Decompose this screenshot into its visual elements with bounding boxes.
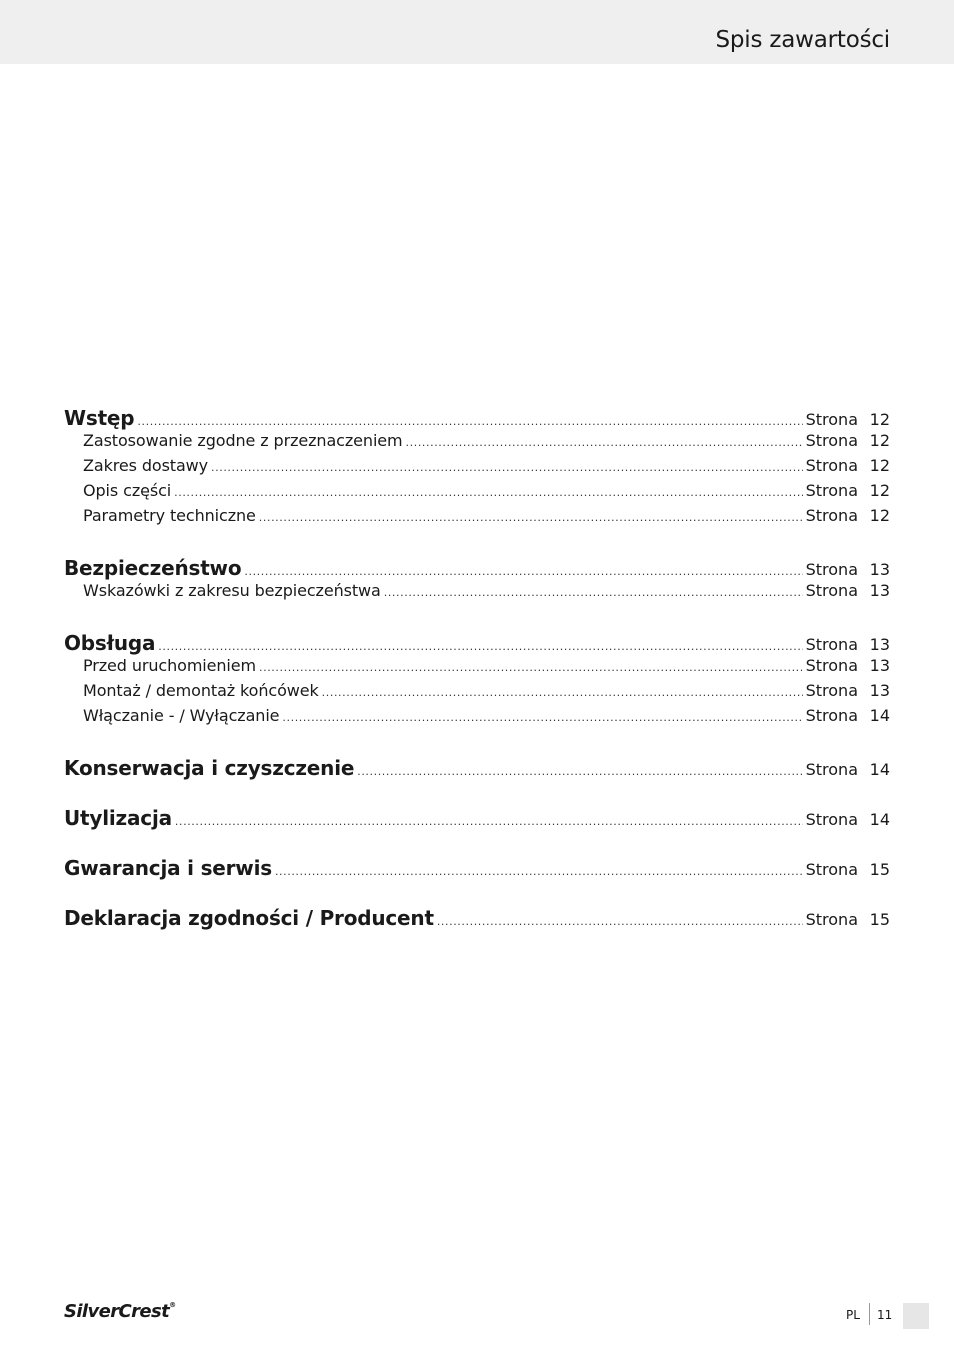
toc-page-number: 12 (869, 481, 890, 500)
toc-dot-leader (211, 461, 803, 474)
toc-page-word: Strona (805, 456, 858, 475)
toc-entry-label: Utylizacja (64, 806, 172, 830)
toc-section-row (64, 806, 890, 831)
toc-page-word: Strona (805, 431, 858, 450)
toc-page-number: 12 (869, 410, 890, 429)
toc-subsection-row (64, 706, 890, 731)
toc-page-number: 13 (869, 560, 890, 579)
toc-subsection-row (64, 656, 890, 681)
toc-entry-label: Włączanie - / Wyłączanie (83, 706, 280, 725)
toc-entry-label: Gwarancja i serwis (64, 856, 272, 880)
toc-entry-label: Obsługa (64, 631, 156, 655)
toc-page-number: 15 (869, 860, 890, 879)
toc-entry-label: Wskazówki z zakresu bezpieczeństwa (83, 581, 381, 600)
footer-divider (869, 1303, 870, 1325)
header-bar (0, 0, 954, 64)
toc-page-number: 13 (869, 635, 890, 654)
toc-page-word: Strona (805, 410, 858, 429)
toc-page-number: 15 (869, 910, 890, 929)
toc-subsection-row (64, 506, 890, 531)
toc-dot-leader (175, 815, 803, 828)
toc-dot-leader (275, 865, 803, 878)
toc-section-row (64, 756, 890, 781)
toc-page-word: Strona (805, 506, 858, 525)
toc-dot-leader (384, 586, 803, 599)
toc-page-word: Strona (805, 860, 858, 879)
table-of-contents (64, 406, 890, 931)
toc-page-word: Strona (805, 910, 858, 929)
toc-dot-leader (158, 640, 802, 653)
toc-entry-label: Wstęp (64, 406, 135, 430)
toc-page-number: 13 (869, 581, 890, 600)
toc-entry-label: Opis części (83, 481, 172, 500)
language-code: PL (846, 1308, 860, 1322)
toc-page-word: Strona (805, 481, 858, 500)
toc-section-row (64, 856, 890, 881)
toc-section-row (64, 556, 890, 581)
toc-page-word: Strona (805, 560, 858, 579)
toc-dot-leader (282, 711, 802, 724)
toc-page-word: Strona (805, 760, 858, 779)
footer-tab-marker (903, 1303, 929, 1329)
toc-entry-label: Deklaracja zgodności / Producent (64, 906, 434, 930)
toc-page-word: Strona (805, 681, 858, 700)
toc-page-number: 13 (869, 656, 890, 675)
toc-subsection-row (64, 481, 890, 506)
toc-entry-label: Przed uruchomieniem (83, 656, 257, 675)
toc-page-number: 12 (869, 506, 890, 525)
toc-subsection-row (64, 581, 890, 606)
toc-entry-label: Konserwacja i czyszczenie (64, 756, 355, 780)
toc-dot-leader (357, 765, 802, 778)
page-title: Spis zawartości (715, 27, 890, 53)
toc-dot-leader (137, 415, 802, 428)
toc-dot-leader (259, 661, 803, 674)
toc-page-number: 13 (869, 681, 890, 700)
toc-page-number: 12 (869, 431, 890, 450)
toc-page-number: 14 (869, 760, 890, 779)
toc-section-row (64, 406, 890, 431)
toc-dot-leader (244, 565, 802, 578)
registered-mark: ® (169, 1301, 176, 1309)
toc-dot-leader (406, 436, 803, 449)
toc-page-number: 14 (869, 706, 890, 725)
toc-dot-leader (322, 686, 803, 699)
page-number: 11 (877, 1308, 893, 1322)
toc-page-number: 14 (869, 810, 890, 829)
brand-name: SilverCrest (64, 1301, 170, 1322)
toc-section-row (64, 631, 890, 656)
toc-page-word: Strona (805, 656, 858, 675)
toc-subsection-row (64, 431, 890, 456)
toc-page-word: Strona (805, 706, 858, 725)
toc-dot-leader (437, 915, 803, 928)
toc-page-word: Strona (805, 581, 858, 600)
toc-entry-label: Bezpieczeństwo (64, 556, 242, 580)
toc-page-word: Strona (805, 810, 858, 829)
toc-page-number: 12 (869, 456, 890, 475)
toc-subsection-row (64, 681, 890, 706)
toc-entry-label: Zakres dostawy (83, 456, 209, 475)
toc-dot-leader (259, 511, 803, 524)
toc-dot-leader (174, 486, 802, 499)
toc-page-word: Strona (805, 635, 858, 654)
toc-entry-label: Montaż / demontaż końcówek (83, 681, 319, 700)
toc-section-row (64, 906, 890, 931)
brand-logo (64, 1301, 176, 1322)
toc-entry-label: Parametry techniczne (83, 506, 256, 525)
toc-entry-label: Zastosowanie zgodne z przeznaczeniem (83, 431, 403, 450)
toc-subsection-row (64, 456, 890, 481)
